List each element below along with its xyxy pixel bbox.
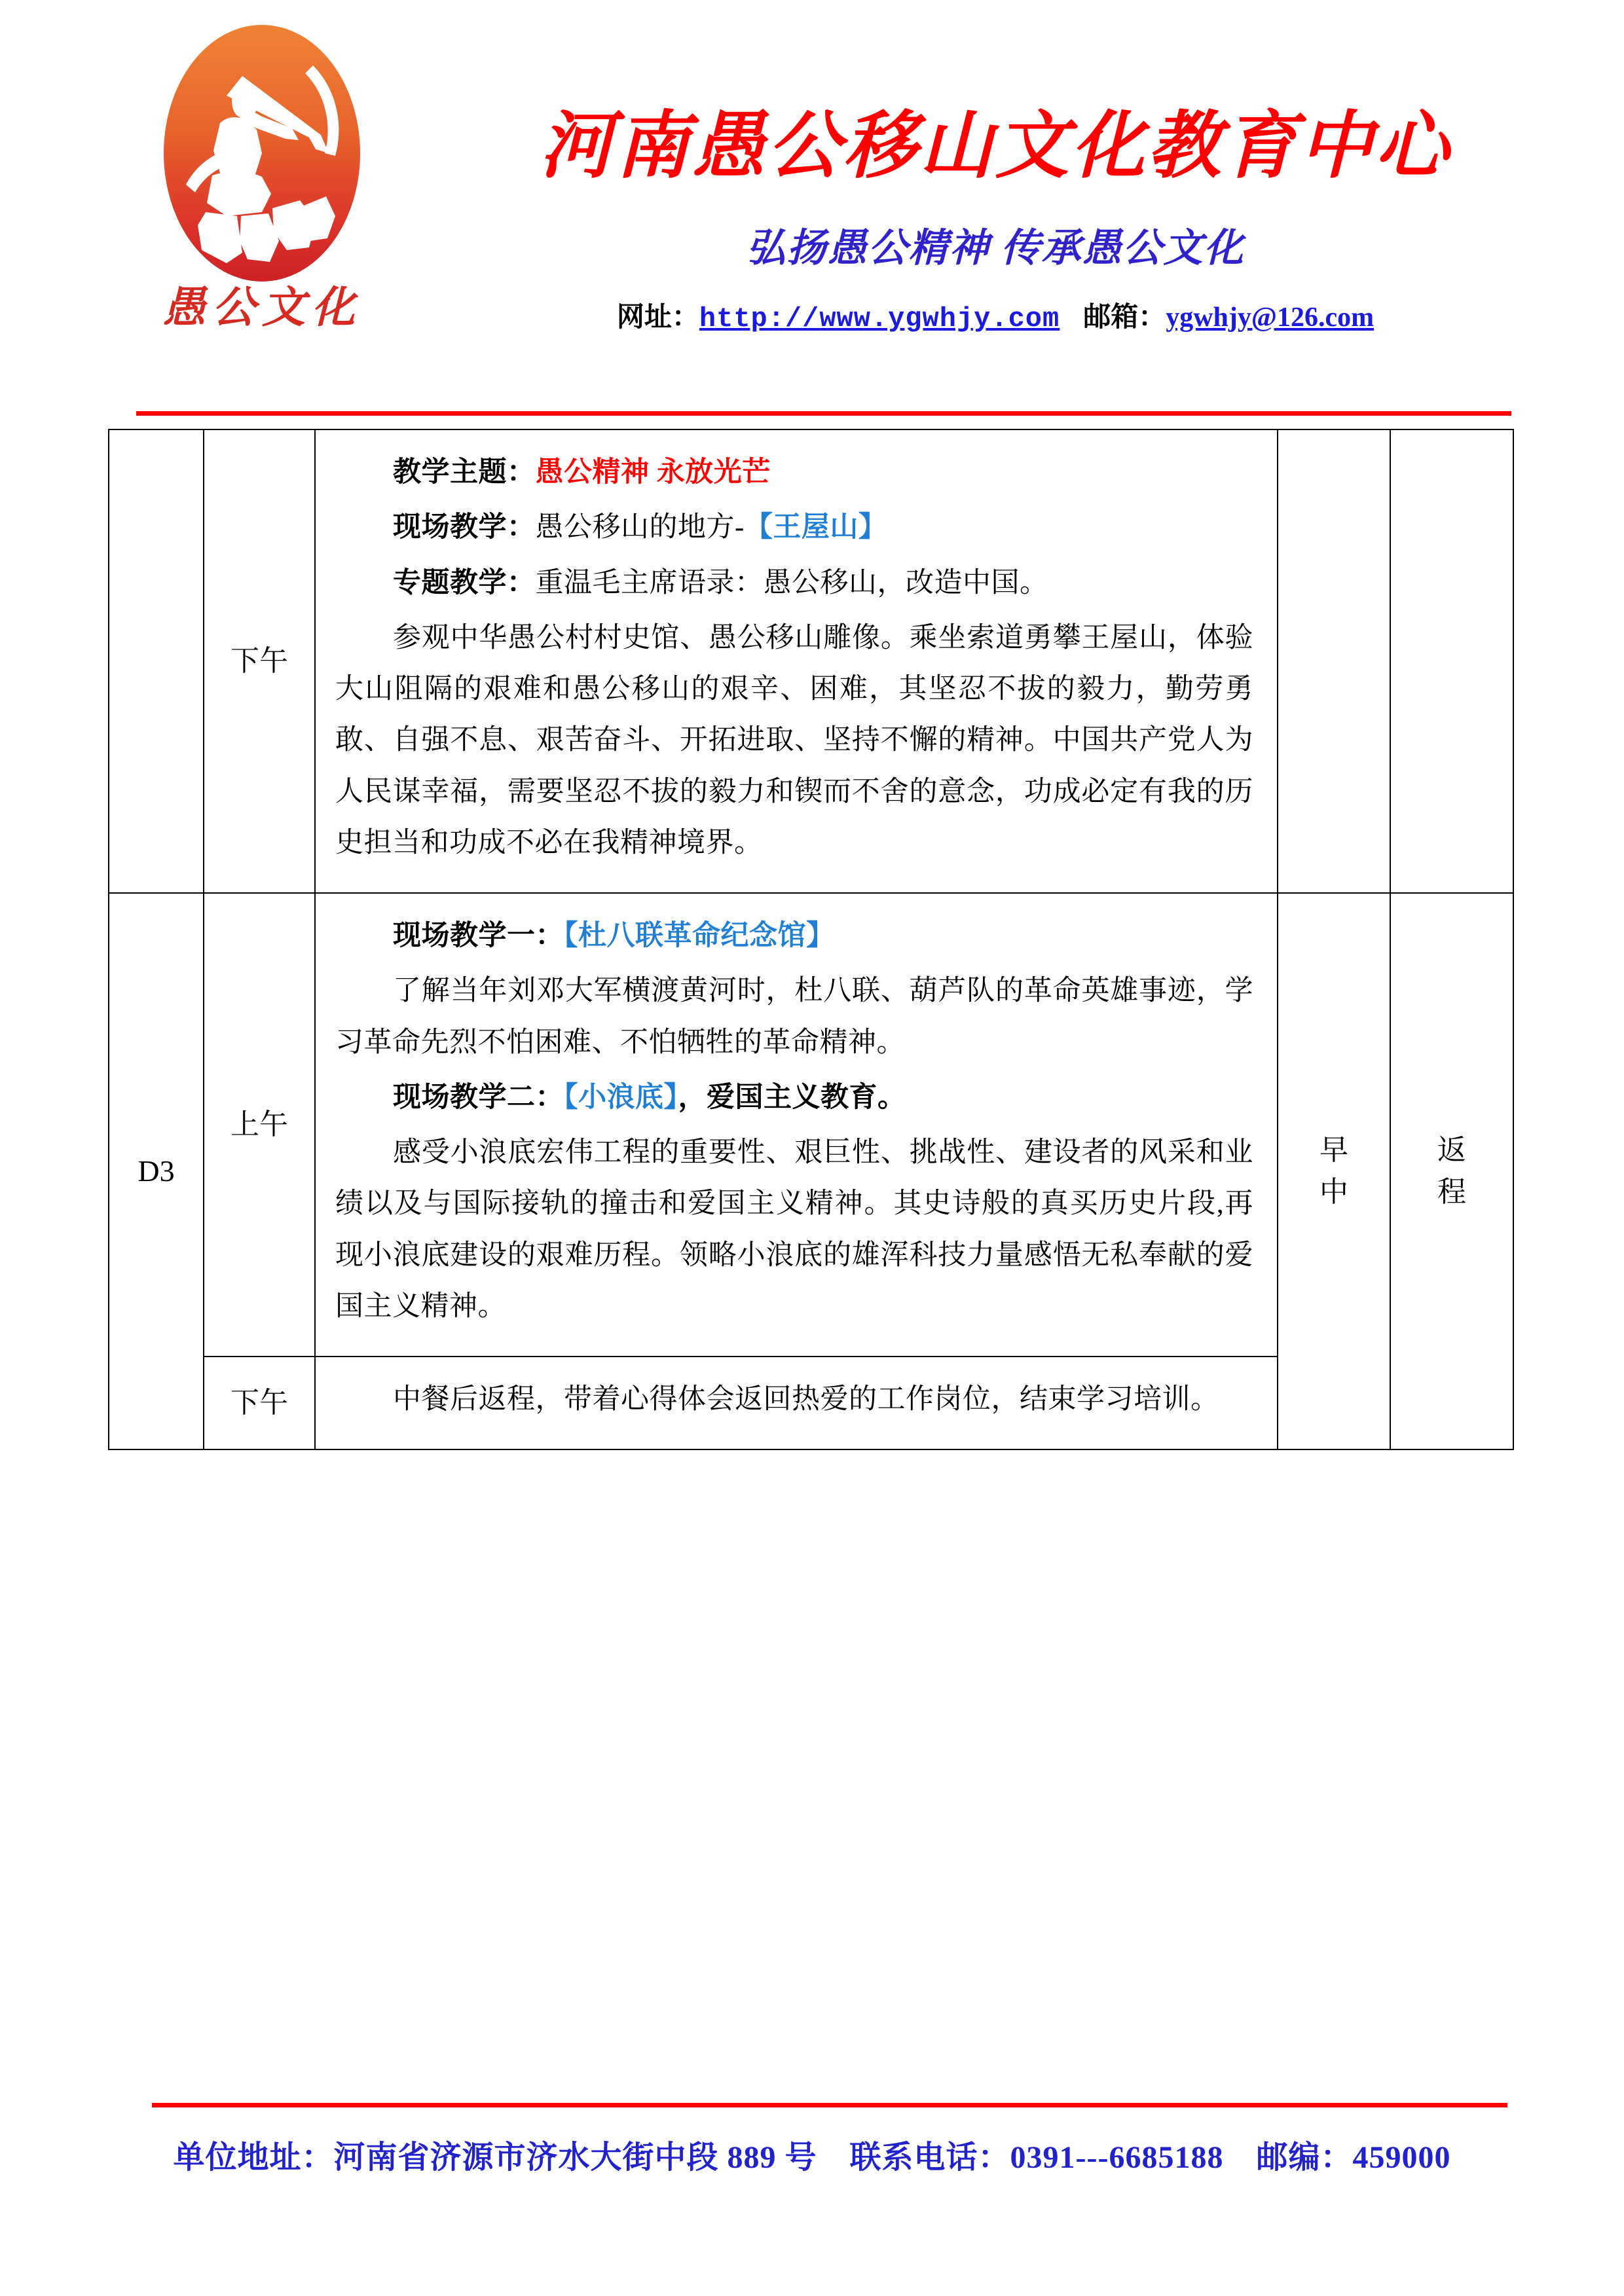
teaching-theme-value: 愚公精神 永放光芒 [535, 457, 771, 488]
email-label: 邮箱： [1083, 302, 1166, 333]
footer-phone-label: 联系电话： [849, 2140, 1010, 2175]
row1-description: 参观中华愚公村村史馆、愚公移山雕像。乘坐索道勇攀王屋山，体验大山阻隔的艰难和愚公移山的艰辛、困难，其坚忍不拔的毅力，勤劳勇敢、自强不息、艰苦奋斗、开拓进取、坚持不懈的精神。中国共产党人为人民谋幸福，需要坚忍不拔的毅力和锲而不舍的意念，功成必定有我的历史担当和功成不必在我精神境界。 [335, 622, 1253, 858]
organization-title: 河南愚公移山文化教育中心 [540, 106, 1451, 187]
cell-period-r1: 下午 [204, 429, 315, 893]
cell-period-morning: 上午 [204, 893, 315, 1357]
organization-logo [152, 18, 375, 372]
teaching-theme-line [335, 447, 1253, 498]
onsite-teaching-one-label: 现场教学一： [393, 920, 564, 951]
onsite-teaching-line [335, 502, 1253, 553]
schedule-table-wrapper [108, 429, 1513, 1450]
onsite-teaching-one-description: 了解当年刘邓大军横渡黄河时，杜八联、葫芦队的革命英雄事迹，学习革命先烈不怕困难、不怕牺牲的革命精神。 [335, 975, 1253, 1058]
cell-stay-r1 [1390, 429, 1513, 893]
onsite-teaching-prefix: 愚公移山的地方- [535, 512, 745, 543]
cell-content-r1 [315, 429, 1278, 893]
cell-day-blank-r1 [109, 429, 204, 893]
cell-meal-r1 [1278, 429, 1390, 893]
onsite-teaching-two-line [335, 1072, 1253, 1123]
onsite-teaching-two-suffix: ，爱国主义教育。 [678, 1082, 906, 1113]
topic-teaching-line [335, 558, 1253, 609]
logo-circle-gradient [164, 25, 360, 282]
topic-teaching-text: 重温毛主席语录：愚公移山，改造中国。 [535, 567, 1048, 598]
onsite-teaching-two-description: 感受小浪底宏伟工程的重要性、艰巨性、挑战性、建设者的风采和业绩以及与国际接轨的撞击和爱国主义精神。其史诗般的真买历史片段,再现小浪底建设的艰难历程。领略小浪底的雄浑科技力量感悟无私奉献的爱国主义精神。 [335, 1137, 1253, 1322]
website-link[interactable]: http://www.ygwhjy.com [699, 302, 1060, 335]
letterhead-header [0, 0, 1624, 393]
cell-meal-d3 [1278, 893, 1390, 1449]
cell-day-d3: D3 [109, 893, 204, 1449]
footer-address-label: 单位地址： [173, 2140, 334, 2175]
footer-divider-rule [152, 2103, 1507, 2107]
onsite-teaching-two-venue: 【小浪底】 [564, 1082, 678, 1113]
logo-caption: 愚公文化 [162, 284, 361, 332]
onsite-teaching-venue: 【王屋山】 [744, 512, 887, 543]
table-row [109, 893, 1513, 1357]
footer-zip-label: 邮编： [1256, 2140, 1353, 2175]
teaching-theme-label: 教学主题： [393, 457, 536, 488]
stay-line-1: 返 [1437, 1134, 1466, 1167]
meal-line-2: 中 [1320, 1176, 1348, 1209]
cell-content-morning [315, 893, 1278, 1357]
organization-slogan: 弘扬愚公精神 传承愚公文化 [746, 226, 1245, 270]
topic-teaching-label: 专题教学： [393, 567, 536, 598]
contact-line [406, 295, 1585, 335]
footer-zip-value: 459000 [1352, 2140, 1451, 2175]
onsite-teaching-two-label: 现场教学二： [393, 1082, 564, 1113]
footer-phone-value: 0391---6685188 [1010, 2140, 1224, 2175]
schedule-table [108, 429, 1514, 1450]
email-link[interactable]: ygwhjy@126.com [1166, 302, 1375, 333]
yugong-pickaxe-icon [164, 25, 360, 282]
onsite-teaching-one-venue: 【杜八联革命纪念馆】 [564, 920, 835, 951]
cell-content-afternoon [315, 1357, 1278, 1449]
table-row [109, 429, 1513, 893]
cell-stay-d3 [1390, 893, 1513, 1449]
cell-period-afternoon: 下午 [204, 1357, 315, 1449]
header-text-block [406, 0, 1585, 335]
footer-contact-line [0, 2132, 1624, 2177]
afternoon-description: 中餐后返程，带着心得体会返回热爱的工作岗位，结束学习培训。 [393, 1384, 1219, 1415]
onsite-teaching-label: 现场教学： [393, 512, 536, 543]
footer-address-value: 河南省济源市济水大街中段 889 号 [333, 2140, 817, 2175]
header-divider-rule [136, 411, 1511, 416]
stay-line-2: 程 [1437, 1176, 1466, 1209]
onsite-teaching-one-line [335, 911, 1253, 962]
meal-line-1: 早 [1320, 1134, 1348, 1167]
website-label: 网址： [616, 302, 699, 333]
